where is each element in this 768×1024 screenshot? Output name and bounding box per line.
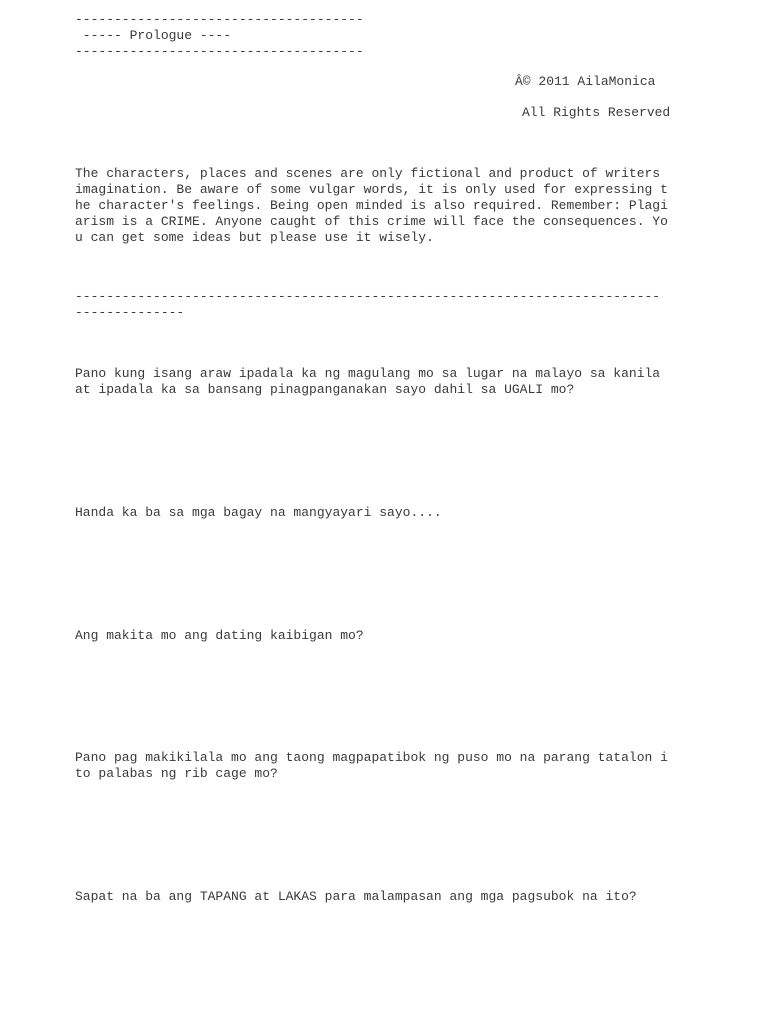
- prologue-paragraph-5: Sapat na ba ang TAPANG at LAKAS para malampasan ang mga pagsubok na ito?: [75, 889, 637, 904]
- header-rule-top: -------------------------------------: [75, 12, 364, 27]
- rights-reserved-line: All Rights Reserved: [522, 105, 671, 120]
- disclaimer-paragraph: The characters, places and scenes are only fictional and product of writers imagination. Be aware of some vulgar words, it is only used for expressing the character's feelings. Being open minded is also required. Remember: Plagiarism is a CRIME. Anyone caught of this crime will face the consequences. You can get some ideas but please use it wisely.: [75, 166, 668, 245]
- separator-rule: ---------------------------------------------------------------------------: [75, 289, 661, 304]
- page-title: ----- Prologue ----: [75, 28, 232, 43]
- separator-rule-continued: --------------: [75, 305, 185, 320]
- copyright-line: Â© 2011 AilaMonica: [515, 74, 656, 89]
- prologue-paragraph-3: Ang makita mo ang dating kaibigan mo?: [75, 628, 364, 643]
- prologue-paragraph-4: Pano pag makikilala mo ang taong magpapatibok ng puso mo na parang tatalon ito palabas ng rib cage mo?: [75, 750, 668, 781]
- prologue-paragraph-1: Pano kung isang araw ipadala ka ng magulang mo sa lugar na malayo sa kanila at ipadala ka sa bansang pinagpanganakan sayo dahil sa UGALI mo?: [75, 366, 661, 397]
- prologue-paragraph-2: Handa ka ba sa mga bagay na mangyayari sayo....: [75, 505, 442, 520]
- header-rule-bottom: -------------------------------------: [75, 44, 364, 59]
